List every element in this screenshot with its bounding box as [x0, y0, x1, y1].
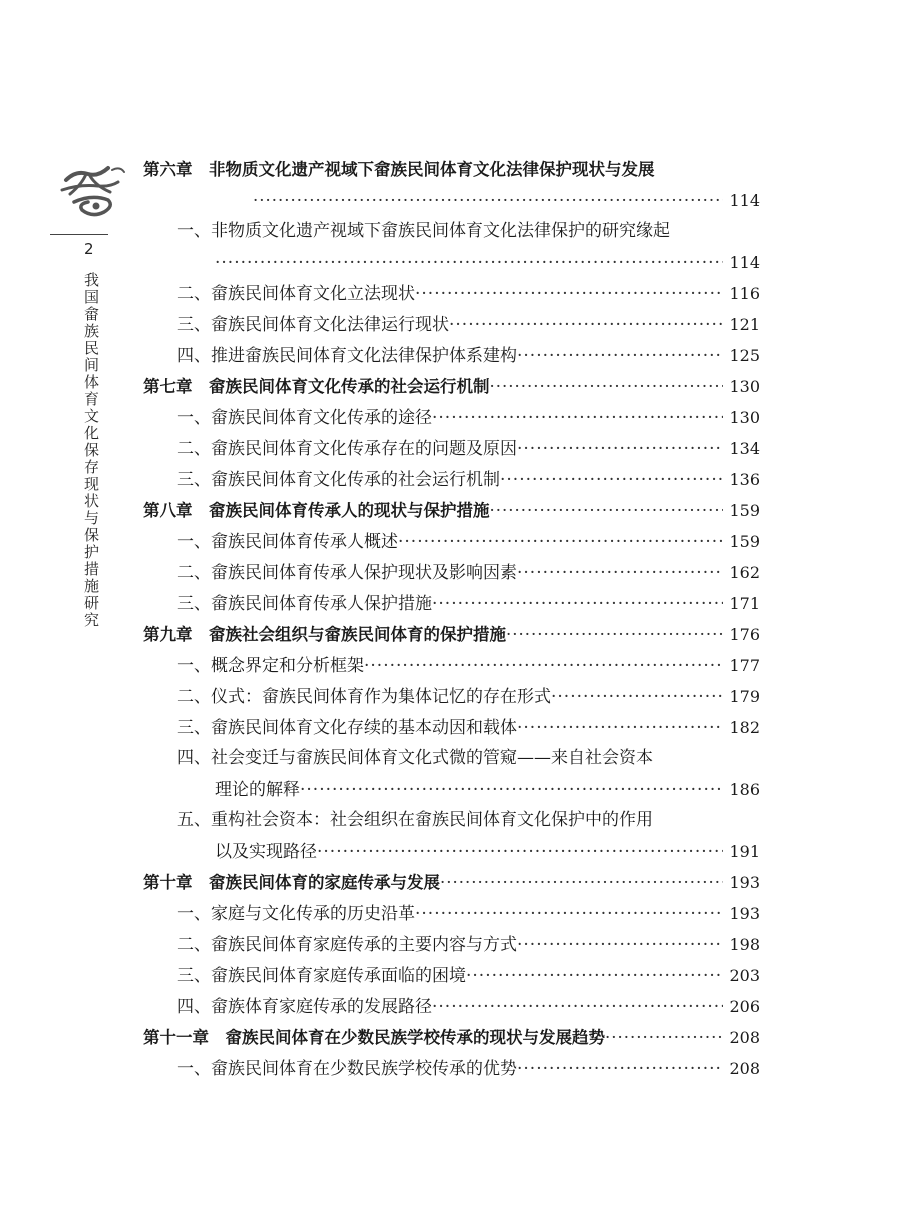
toc-leader-dots	[517, 713, 723, 744]
toc-section-entry[interactable]	[143, 991, 760, 1022]
toc-entry-title: 第八章 畲族民间体育传承人的现状与保护措施	[143, 501, 490, 520]
toc-page-number: 203	[729, 966, 760, 985]
toc-entry-title: 一、概念界定和分析框架	[177, 656, 364, 676]
toc-entry-title: 三、畲族民间体育文化存续的基本动因和载体	[177, 718, 517, 738]
toc-section-entry[interactable]	[143, 743, 760, 774]
toc-page-number: 121	[729, 315, 760, 334]
toc-section-entry[interactable]	[143, 774, 760, 805]
toc-page-number: 162	[729, 563, 760, 582]
toc-entry-title: 二、畲族民间体育家庭传承的主要内容与方式	[177, 935, 517, 955]
toc-section-entry[interactable]	[143, 340, 760, 371]
table-of-contents	[143, 154, 760, 1084]
toc-entry-title: 四、畲族体育家庭传承的发展路径	[177, 997, 432, 1017]
toc-page-number: 116	[729, 284, 760, 303]
toc-chapter-entry[interactable]	[143, 1022, 760, 1053]
toc-section-entry[interactable]	[143, 309, 760, 340]
toc-page-number: 176	[729, 625, 760, 644]
toc-leader-dots	[551, 682, 723, 713]
toc-section-entry[interactable]	[143, 216, 760, 247]
toc-entry-title: 二、畲族民间体育传承人保护现状及影响因素	[177, 563, 517, 583]
toc-section-entry[interactable]	[143, 836, 760, 867]
toc-leader-dots	[415, 899, 723, 930]
toc-page-number: 114	[729, 253, 760, 272]
toc-section-entry[interactable]	[143, 681, 760, 712]
toc-entry-title: 三、畲族民间体育家庭传承面临的困境	[177, 966, 466, 986]
toc-entry-title: 四、推进畲族民间体育文化法律保护体系建构	[177, 346, 517, 366]
toc-section-entry[interactable]	[143, 433, 760, 464]
toc-leader-dots	[517, 1054, 723, 1085]
toc-entry-title: 三、畲族民间体育文化传承的社会运行机制	[177, 470, 500, 490]
toc-leader-dots	[500, 465, 723, 496]
toc-section-entry[interactable]	[143, 526, 760, 557]
toc-entry-title: 第十一章 畲族民间体育在少数民族学校传承的现状与发展趋势	[143, 1028, 605, 1047]
toc-page-number: 191	[729, 842, 760, 861]
toc-leader-dots	[490, 371, 724, 402]
toc-leader-dots	[506, 619, 723, 650]
toc-page-number: 125	[729, 346, 760, 365]
toc-section-entry[interactable]	[143, 898, 760, 929]
toc-leader-dots	[432, 992, 723, 1023]
toc-page-number: 206	[729, 997, 760, 1016]
toc-entry-title: 一、畲族民间体育文化传承的途径	[177, 408, 432, 428]
toc-entry-title: 一、畲族民间体育在少数民族学校传承的优势	[177, 1059, 517, 1079]
toc-leader-dots	[466, 961, 723, 992]
toc-section-entry[interactable]	[143, 805, 760, 836]
toc-page-number: 130	[729, 408, 760, 427]
toc-section-entry[interactable]	[143, 650, 760, 681]
toc-entry-title: 第九章 畲族社会组织与畲族民间体育的保护措施	[143, 625, 506, 644]
toc-section-entry[interactable]	[143, 929, 760, 960]
calligraphy-she-logo-icon	[52, 150, 132, 230]
toc-chapter-entry[interactable]	[143, 185, 760, 216]
toc-page-number: 193	[729, 904, 760, 923]
toc-entry-title: 理论的解释	[215, 780, 300, 800]
toc-page-number: 198	[729, 935, 760, 954]
toc-entry-title: 一、畲族民间体育传承人概述	[177, 532, 398, 552]
toc-leader-dots	[317, 837, 723, 868]
toc-entry-title: 四、社会变迁与畲族民间体育文化式微的管窥——来自社会资本	[177, 748, 653, 768]
toc-page-number: 208	[729, 1028, 760, 1047]
toc-page-number: 159	[729, 501, 760, 520]
toc-page-number: 114	[729, 191, 760, 210]
toc-entry-title: 五、重构社会资本：社会组织在畲族民间体育文化保护中的作用	[177, 810, 653, 830]
toc-leader-dots	[605, 1022, 723, 1053]
toc-chapter-entry[interactable]	[143, 867, 760, 898]
toc-entry-title: 一、家庭与文化传承的历史沿革	[177, 904, 415, 924]
toc-leader-dots	[415, 279, 723, 310]
toc-page-number: 182	[729, 718, 760, 737]
toc-leader-dots	[517, 434, 723, 465]
toc-section-entry[interactable]	[143, 247, 760, 278]
toc-section-entry[interactable]	[143, 712, 760, 743]
toc-chapter-entry[interactable]	[143, 154, 760, 185]
toc-leader-dots	[440, 867, 723, 898]
toc-entry-title: 三、畲族民间体育文化法律运行现状	[177, 315, 449, 335]
toc-leader-dots	[517, 558, 723, 589]
margin-rule	[50, 234, 108, 235]
toc-page-number: 171	[729, 594, 760, 613]
toc-section-entry[interactable]	[143, 588, 760, 619]
toc-leader-dots	[364, 651, 723, 682]
toc-section-entry[interactable]	[143, 402, 760, 433]
toc-page-number: 208	[729, 1059, 760, 1078]
toc-page-number: 177	[729, 656, 760, 675]
toc-section-entry[interactable]	[143, 557, 760, 588]
running-title: 我国畲族民间体育文化保存现状与保护措施研究	[84, 271, 100, 629]
toc-leader-dots	[432, 403, 723, 434]
toc-page-number: 130	[729, 377, 760, 396]
toc-chapter-entry[interactable]	[143, 619, 760, 650]
toc-entry-title: 二、仪式：畲族民间体育作为集体记忆的存在形式	[177, 687, 551, 707]
toc-leader-dots	[398, 527, 723, 558]
toc-page-number: 134	[729, 439, 760, 458]
toc-leader-dots	[449, 310, 723, 341]
toc-page-number: 186	[729, 780, 760, 799]
toc-entry-title: 二、畲族民间体育文化立法现状	[177, 284, 415, 304]
toc-page-number: 159	[729, 532, 760, 551]
toc-leader-dots	[517, 341, 723, 372]
toc-entry-title: 三、畲族民间体育传承人保护措施	[177, 594, 432, 614]
toc-chapter-entry[interactable]	[143, 495, 760, 526]
toc-section-entry[interactable]	[143, 1053, 760, 1084]
toc-leader-dots	[432, 589, 723, 620]
toc-section-entry[interactable]	[143, 960, 760, 991]
toc-entry-title: 二、畲族民间体育文化传承存在的问题及原因	[177, 439, 517, 459]
toc-leader-dots	[517, 930, 723, 961]
toc-section-entry[interactable]	[143, 278, 760, 309]
toc-entry-title: 一、非物质文化遗产视域下畲族民间体育文化法律保护的研究缘起	[177, 221, 670, 241]
toc-page-number: 136	[729, 470, 760, 489]
toc-chapter-entry[interactable]	[143, 371, 760, 402]
toc-entry-title: 第十章 畲族民间体育的家庭传承与发展	[143, 873, 440, 892]
page-number: 2	[84, 240, 94, 258]
toc-entry-title: 以及实现路径	[215, 842, 317, 862]
toc-entry-title: 第七章 畲族民间体育文化传承的社会运行机制	[143, 377, 490, 396]
toc-section-entry[interactable]	[143, 464, 760, 495]
toc-leader-dots	[300, 775, 723, 806]
toc-page-number: 179	[729, 687, 760, 706]
toc-leader-dots	[490, 495, 724, 526]
toc-leader-dots	[253, 185, 723, 216]
toc-entry-title: 第六章 非物质文化遗产视域下畲族民间体育文化法律保护现状与发展	[143, 160, 655, 179]
toc-page-number: 193	[729, 873, 760, 892]
toc-leader-dots	[215, 248, 723, 279]
